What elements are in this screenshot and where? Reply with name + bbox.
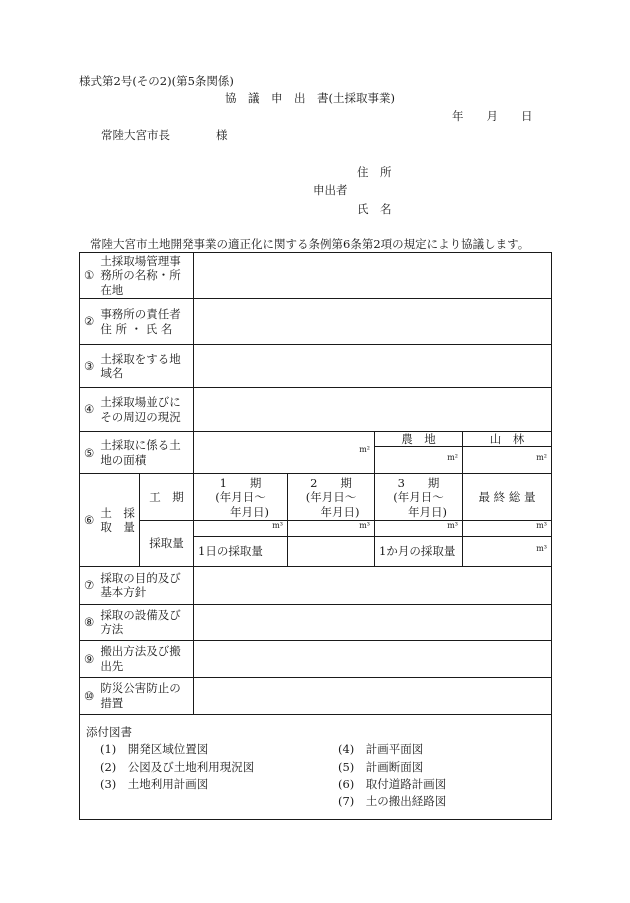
daily-amount-field[interactable]: [288, 536, 375, 566]
row-label-equipment: ⑧ 採取の設備及び方法: [80, 604, 194, 640]
attachment-item: (2) 公図及び土地利用現況図: [100, 759, 255, 774]
name-label: 氏 名: [357, 202, 392, 216]
office-name-address-field[interactable]: [194, 253, 552, 299]
attachment-item: (6) 取付道路計画図: [338, 776, 447, 791]
attachments-heading: 添付図書: [86, 724, 132, 739]
row-label-disaster-prevention: ⑩ 防災公害防止の措置: [80, 677, 194, 714]
row-label-current-status: ④ 土採取場並びにその周辺の現況: [80, 388, 194, 432]
attachment-item: [86, 794, 338, 808]
forest-header: 山 林: [463, 432, 552, 447]
transport-field[interactable]: [194, 640, 552, 677]
table-row: [80, 253, 552, 299]
row-label-land-area: ⑤ 土採取に係る土地の面積: [80, 432, 194, 474]
table-row: [80, 640, 552, 677]
phase-1-amount-field[interactable]: m³: [194, 521, 288, 536]
application-form-table: [79, 252, 552, 820]
row-label-responsible-person: ② 事務所の責任者住 所 ・ 氏 名: [80, 299, 194, 345]
table-row: [80, 388, 552, 432]
disaster-prevention-field[interactable]: [194, 677, 552, 714]
final-total-header: 最 終 総 量: [463, 474, 552, 521]
farmland-area-field[interactable]: m²: [375, 447, 463, 474]
date-field: 年 月 日: [452, 109, 533, 123]
monthly-amount-field[interactable]: m³: [463, 536, 552, 566]
table-row: [80, 474, 552, 521]
row-label-transport: ⑨ 搬出方法及び搬出先: [80, 640, 194, 677]
row-label-purpose: ⑦ 採取の目的及び基本方針: [80, 566, 194, 604]
attachment-item: (5) 計画断面図: [338, 759, 424, 774]
table-row: [80, 714, 552, 819]
statement: 常陸大宮市土地開発事業の適正化に関する条例第6条第2項の規定により協議します。: [90, 237, 530, 251]
total-area-field[interactable]: m²: [194, 432, 375, 474]
addressee: 常陸大宮市長 様: [101, 128, 228, 142]
phase-label: 工 期: [140, 474, 194, 521]
phase-3-header: 3 期 (年月日～ 年月日): [375, 474, 463, 521]
final-total-field[interactable]: m³: [463, 521, 552, 536]
attachment-item: (3) 土地利用計画図: [100, 776, 209, 791]
farmland-header: 農 地: [375, 432, 463, 447]
phase-2-header: 2 期 (年月日～ 年月日): [288, 474, 375, 521]
phase-1-header: 1 期 (年月日～ 年月日): [194, 474, 288, 521]
attachments-list: [86, 742, 545, 809]
phase-2-amount-field[interactable]: m³: [288, 521, 375, 536]
row-label-office: ① 土採取場管理事務所の名称・所在地: [80, 253, 194, 299]
phase-3-amount-field[interactable]: m³: [375, 521, 463, 536]
table-row: [80, 604, 552, 640]
current-status-field[interactable]: [194, 388, 552, 432]
purpose-field[interactable]: [194, 566, 552, 604]
area-name-field[interactable]: [194, 345, 552, 388]
responsible-person-field[interactable]: [194, 299, 552, 345]
amount-label: 採取量: [140, 521, 194, 566]
attachment-item: (1) 開発区域位置図: [100, 742, 209, 757]
table-row: [80, 566, 552, 604]
table-row: [80, 299, 552, 345]
table-row: [80, 345, 552, 388]
forest-area-field[interactable]: m²: [463, 447, 552, 474]
table-row: [80, 521, 552, 536]
table-row: [80, 432, 552, 447]
attachment-item: (4) 計画平面図: [338, 742, 424, 757]
applicant-label: 申出者: [313, 183, 348, 197]
document-title: 協 議 申 出 書(土採取事業): [225, 91, 395, 105]
attachments-section: [80, 714, 552, 819]
daily-amount-label: 1日の採取量: [194, 536, 288, 566]
attachment-item: (7) 土の搬出経路図: [338, 794, 447, 809]
monthly-amount-label: 1か月の採取量: [375, 536, 463, 566]
table-row: [80, 677, 552, 714]
row-label-area-name: ③ 土採取をする地域名: [80, 345, 194, 388]
address-label: 住 所: [357, 165, 392, 179]
equipment-field[interactable]: [194, 604, 552, 640]
row-label-collection-amount: ⑥ 土 採取 量: [80, 474, 140, 566]
form-number: 様式第2号(その2)(第5条関係): [79, 74, 234, 88]
